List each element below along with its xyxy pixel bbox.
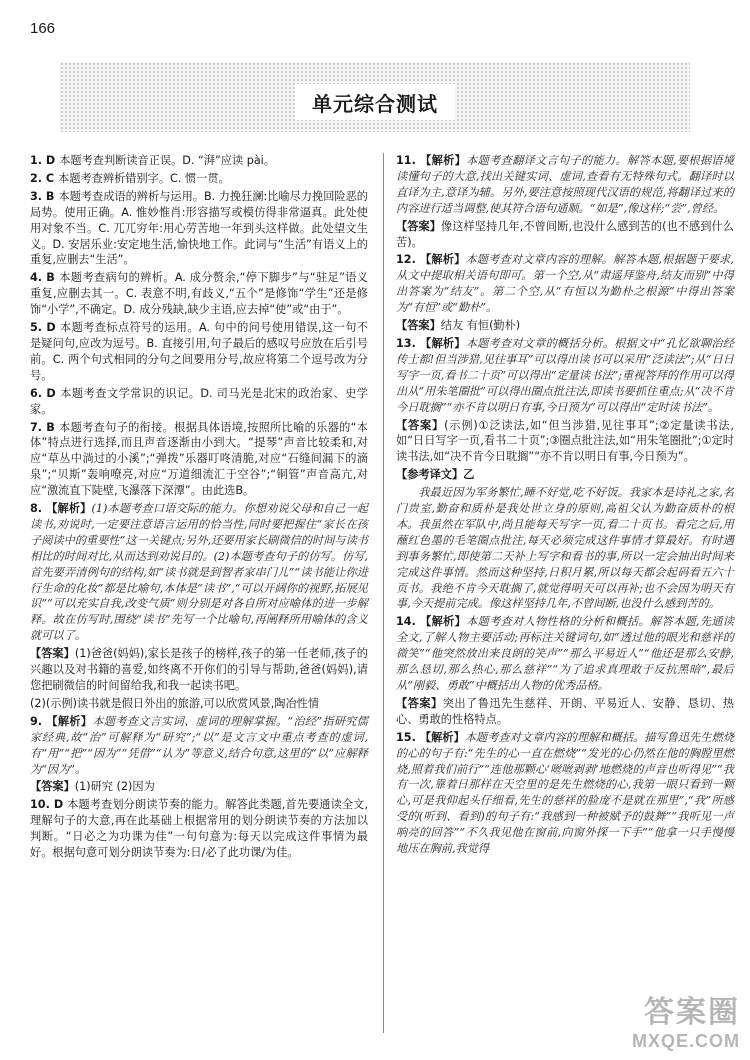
item-number: 4. B — [30, 271, 55, 285]
item-text: 本题考查划分朗读节奏的能力。解答此类题,首先要通读全文,理解句子的大意,再在此基础上根据常用的划分朗读节奏的方法加以判断。“日必之为功课为佳”一句句意为:每天以完成这件事情为最好。根据句意可划分朗读节奏为:日/必了此功课/为佳。 — [30, 798, 368, 860]
handwritten-analysis: (1)本题考查口语交际的能力。你想劝说父母和自己一起读书,劝说时,一定要注意语言运用的恰当性,同时要把握住“家长在孩子阅读中的重要性”这一关键点;另外,还要用家长刷微信的时间与读书相比的时间对比,从而达到劝说目的。(2)本题考查句子的仿写。仿写,首先要弄清例句的结构,如“读书就是到智者家串门儿”“读书能让你进行生命的化妆”都是比喻句,本体是“读书”,“可以开阔你的视野,拓展见识”“可以充实自我,改变气质”则分别是对各自所对应喻体的进一步解释。故在仿写时,围绕“读书”先写一个比喻句,再阐释所用喻体的含义就可以了。 — [30, 502, 368, 643]
answer-tag: 【答案】 — [396, 319, 441, 333]
analysis-tag: 【解析】 — [419, 154, 467, 167]
list-item — [30, 797, 368, 861]
answer-block — [396, 318, 734, 334]
item-number: 7. B — [30, 420, 55, 434]
list-item — [396, 153, 734, 217]
reference-translation-heading — [396, 467, 734, 483]
answer-text: (示例)①泛读法,如“但当涉猎,见往事耳”;②定量读书法,如“日日写字一页,看书二十页”;③圈点批注法,如“用朱笔圈批”;①定时读书法,如“决不肯今日耽搁”“亦不肯以明日有事,今日预为”。 — [396, 418, 734, 464]
reference-translation — [396, 485, 734, 612]
list-item — [396, 336, 734, 416]
answer-text: 像这样坚持几年,不曾间断,也没什么感到苦的(也不感到什么苦)。 — [396, 219, 734, 249]
handwritten-analysis: 本题考查文言实词、虚词的理解掌握。“治经”指研究儒家经典,故“治”可解释为“研究”;“以”是文言文中重点考查的虚词,有“用”“把”“因为”“凭借”“认为”等意义,结合句意,这里的“以”应解释为“因为”。 — [30, 714, 368, 776]
handwritten-analysis: 本题考查对文章的概括分析。根据文中“孔忆欲聊治经传士都!但当涉猎,见往事耳”可以得出读书可以采用“泛读法”;从“日日写字一页,看书二十页”可以得出“定量读书法”;重视答拜的作用可以得出从“用朱笔圈批”可以得出圈点批注法,即读书要抓住重点;从“决不肯今日耽搁”“亦不肯以明日有事,今日预为”可以得出“定时读书法”。 — [396, 336, 734, 414]
list-item — [396, 730, 734, 857]
handwritten-analysis: 本题考查翻译文言句子的能力。解答本题,要根据语境读懂句子的大意,找出关键实词、虚词,查看有无特殊句式。翻译时以直译为主,意译为辅。另外,要注意按照现代汉语的规范,将翻译过来的内容进行适当调整,使其符合语句通顺。“如是”,像这样;“尝”,曾经。 — [396, 154, 734, 215]
list-item — [30, 714, 368, 778]
handwritten-analysis: 本题考查对人物性格的分析和概括。解答本题,先通读全文,了解人物主要活动;再标注关键词句,如“透过他的眼光和慈祥的微笑”“他突然放出来良朗的笑声”“那么平易近人”“他还是那么安静,那么恳切,那么热心,那么慈祥”“为了追求真理敢于反抗黑暗”,最后从“刚毅、勇敢”中概括出人物的优秀品格。 — [396, 615, 734, 692]
left-column — [30, 153, 368, 863]
list-item — [396, 252, 734, 316]
item-text: 本题考查句子的衔接。根据具体语境,按照所比喻的乐器的“本体”特点进行选择,而且声音逐渐由小到大。“提琴”声音比较柔和,对应“草丛中淌过的小溪”;“弹拨”乐器叮咚清脆,对应“石缝间漏下的滴泉”;“贝斯”轰响嘹亮,对应“万道细流汇于空谷”;“铜管”声音高亢,对应“激流直下陡壁,飞瀑落下深潭”。由此选B。 — [30, 420, 368, 498]
item-number: 15. — [396, 730, 416, 744]
item-number: 10. D — [30, 798, 64, 812]
answer-block — [30, 779, 368, 795]
translation-tag-suffix: 乙 — [463, 468, 475, 482]
analysis-tag: 【解析】 — [419, 336, 466, 350]
right-column — [396, 153, 734, 859]
answer-block — [396, 219, 734, 251]
handwritten-analysis: 本题考查对文章内容的理解和概括。描写鲁迅先生燃烧的心的句子有:“先生的心一直在燃烧”“发光的心仍然在他的胸膛里燃烧,照着我们前行”“连他那颗心‘咝咝剥剥’地燃烧的声音也听得见”“我有一次,靠着日那样在天空里的是先生燃烧的心,我第一眼只看到一颗心,可是我仰起头仔细看,先生的慈祥的脸庞不是就在那里”,“我”所感受的(听到、看到)的句子有:“我感到一种被赋予的鼓舞”“我听见一声响亮的回答”“不久我见他在窗前,向窗外探一下手”“他拿一只手慢慢地压在胸前,我觉得 — [396, 730, 734, 856]
answer-block — [30, 696, 368, 712]
analysis-tag: 【解析】 — [46, 502, 92, 516]
item-text: 本题考查判断读音正误。D. “湃”应读 pài。 — [59, 154, 275, 167]
list-item — [30, 270, 368, 318]
answer-text: 突出了鲁迅先生慈祥、开朗、平易近人、安静、恳切、热心、勇敢的性格特点。 — [396, 696, 734, 726]
list-item — [30, 320, 368, 384]
answer-tag: 【答案】 — [30, 647, 75, 661]
analysis-tag: 【解析】 — [46, 714, 93, 728]
watermark-logo: 答案圈 — [644, 996, 740, 1029]
item-text: 本题考查文学常识的识记。D. 司马光是北宋的政治家、史学家。 — [30, 386, 368, 416]
answer-tag: 【答案】 — [30, 780, 75, 794]
item-number: 1. D — [30, 154, 56, 167]
watermark-url: MXQE.COM — [631, 1031, 740, 1051]
item-number: 9. — [30, 714, 43, 728]
item-text: 本题考查病句的辨析。A. 成分赘余,“停下脚步”与“驻足”语义重复,应删去其一。C. 表意不明,有歧义,“五个”是修饰“学生”还是修饰“小学”,不确定。D. 成分残缺,缺少主语,应去掉“使”或“由于”。 — [30, 271, 368, 317]
answer-tag: 【答案】 — [396, 418, 445, 432]
item-text: 本题考查标点符号的运用。A. 句中的问号使用错误,这一句不是疑问句,应改为逗号。B. 直接引用,句子最后的感叹号应放在后引号前。C. 两个句式相同的分句之间要用分号,故应将第二个逗号改为分号。 — [30, 321, 368, 382]
item-number: 13. — [396, 336, 416, 350]
item-number: 2. C — [30, 171, 55, 185]
answer-block — [396, 418, 734, 466]
item-number: 6. D — [30, 386, 56, 400]
list-item — [30, 189, 368, 269]
item-number: 3. B — [30, 189, 55, 203]
item-text: 本题考查成语的辨析与运用。B. 力挽狂澜:比喻尽力挽回险恶的局势。使用正确。A. 惟妙惟肖:形容描写或模仿得非常逼真。此处使用对象不当。C. 兀兀穷年:用心劳苦地一年到头这样做。此处望文生义。D. 安居乐业:安定地生活,愉快地工作。此词与“生活”有语义上的重复,应删去“生活”。 — [30, 189, 368, 267]
answer-tag: 【答案】 — [396, 219, 442, 233]
list-item — [30, 501, 368, 644]
item-number: 14. — [396, 615, 416, 629]
analysis-tag: 【解析】 — [419, 253, 466, 267]
answer-text: 结友 有恒(勤朴) — [440, 319, 521, 333]
list-item — [30, 153, 368, 169]
item-text: 本题考查辨析错别字。C. 惯一贯。 — [58, 171, 230, 185]
item-number: 8. — [30, 502, 43, 516]
list-item — [30, 171, 368, 187]
page-title: 单元综合测试 — [295, 84, 455, 120]
answer-block — [30, 646, 368, 694]
analysis-tag: 【解析】 — [419, 730, 465, 744]
page-number: 166 — [30, 20, 56, 37]
item-number: 5. D — [30, 321, 56, 335]
answer-text: (1)研究 (2)因为 — [74, 780, 155, 794]
list-item — [396, 614, 734, 694]
watermark — [632, 987, 740, 1052]
column-divider — [383, 153, 384, 1033]
item-number: 12. — [396, 253, 416, 267]
answer-tag: 【答案】 — [396, 696, 443, 710]
answer-text: (2)(示例)读书就是假日外出的旅游,可以欣赏风景,陶冶性情 — [30, 696, 320, 710]
item-number: 11. — [396, 154, 416, 167]
answer-block — [396, 696, 734, 728]
answer-text: (1)爸爸(妈妈),家长是孩子的榜样,孩子的第一任老师,孩子的兴趣以及对书籍的喜爱,如终离不开你们的引导与帮助,爸爸(妈妈),请您把刷微信的时间留给我,和我一起读书吧。 — [30, 647, 368, 692]
list-item — [30, 420, 368, 500]
analysis-tag: 【解析】 — [419, 615, 467, 629]
list-item — [30, 386, 368, 418]
handwritten-analysis: 本题考查对文章内容的理解。解答本题,根据题干要求,从文中提取相关语句即可。第一个空,从“肃遥拜鉴舟,结友而别”中得出答案为“结友”。第二个空,从“有恒以为勤朴之根源”中得出答案为“有恒”或“勤朴”。 — [396, 253, 734, 315]
translation-tag: 【参考译文】 — [396, 468, 464, 482]
handwritten-translation: 我最近因为军务繁忙,睡不好觉,吃不好饭。我家本是诗礼之家,名门贵室,勤奋和质朴是我处世立身的原则,高祖父认为勤奋质朴的根本。我虽然在军队中,尚且能每天写字一页,看二十页书。看完之后,用蘸红色墨的毛笔圈点批注,每天必须完成这件事情才算最好。有时遇到事务繁忙,即使第二天补上写字和看书的事,所以一定会抽出时间来完成这件事情。然而这种坚持,日积月累,所以每天都会起码看五六十页书。我绝不肯今天耽搁了,就觉得明天可以再补;也不会因为明天有事,今天提前完成。像这样坚持几年,不曾间断,也没什么感到苦的。 — [396, 486, 734, 611]
